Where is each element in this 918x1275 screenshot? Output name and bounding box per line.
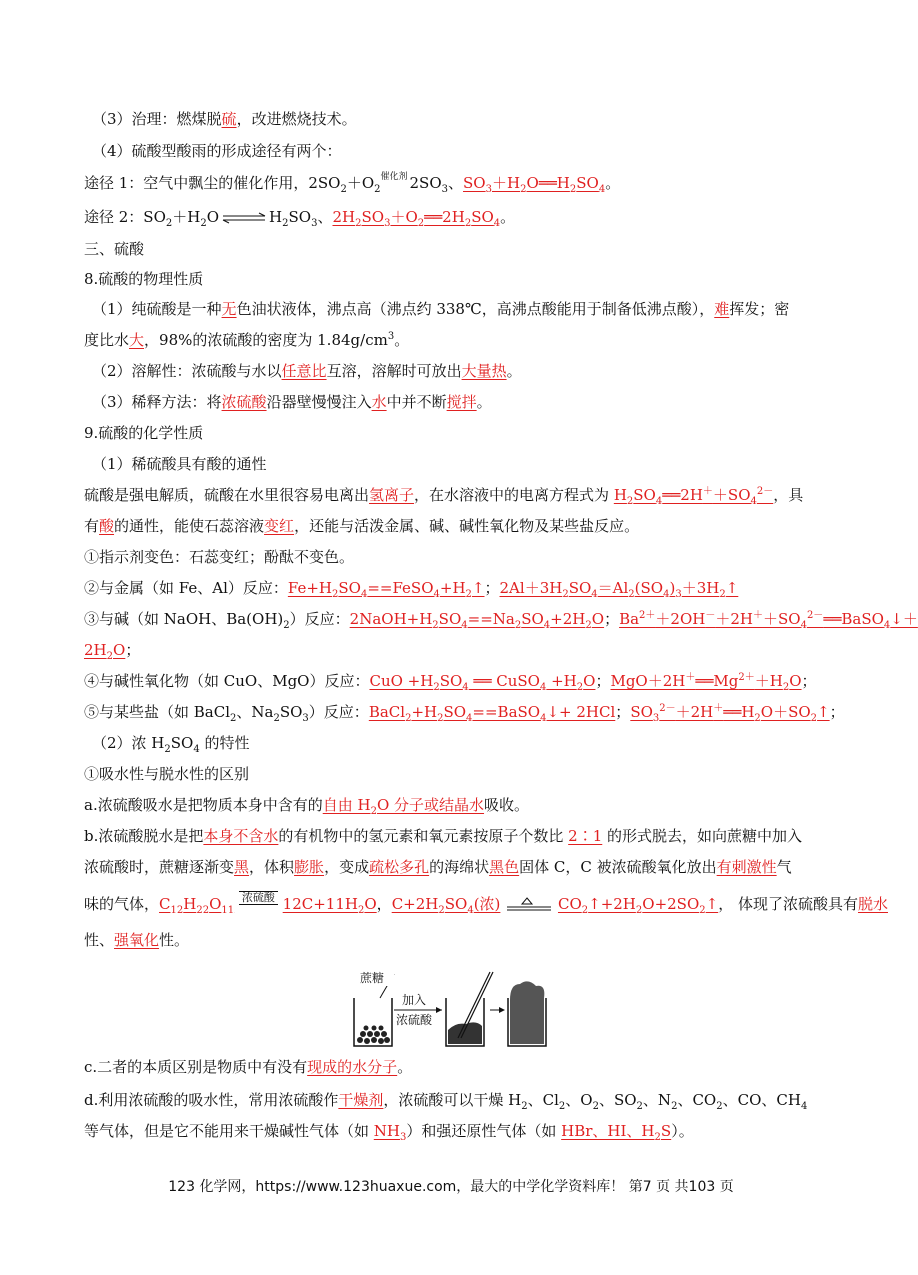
answer: 任意比	[281, 362, 327, 380]
answer: 水	[371, 393, 387, 411]
answer: 强氧化	[114, 931, 160, 949]
answer: $2Al+3H_2SO_4=Al_2(SO_4)_3+3H_2↑$	[499, 579, 739, 600]
answer: 现成的水分子	[307, 1058, 398, 1076]
answer: $2NaOH+H_2SO_4==Na_2SO_4+2H_2O$	[349, 610, 605, 631]
answer: $C+2H_2SO_4$(浓)	[391, 895, 501, 916]
answer: $MgO+2H^+══Mg^{2+}+H_2O$	[610, 672, 802, 693]
text-line: d.利用浓硫酸的吸水性，常用浓硫酸作干燥剂，浓硫酸可以干燥 $H_2$、$Cl_2$、$O_2$、$SO_2$、$N_2$、$CO_2$、CO、$CH_4$	[84, 1091, 808, 1112]
text: ，改进燃烧技术。	[236, 110, 357, 128]
answer: HBr、HI、$H_2S$	[561, 1122, 672, 1143]
text-line: $2H_2O$；	[84, 641, 141, 662]
answer: $SO_3+H_2O══H_2SO_4$	[463, 174, 606, 195]
text-line: 浓硫酸时，蔗糖逐渐变黑，体积膨胀，变成疏松多孔的海绵状黑色固体 C，C 被浓硫酸氧化放出有刺激性气	[84, 858, 792, 876]
text-line: （2）浓 $H_2SO_4$ 的特性	[92, 734, 250, 755]
text-line: a.浓硫酸吸水是把物质本身中含有的自由 $H_2O$ 分子或结晶水吸收。	[84, 796, 530, 817]
reversible-arrow-icon	[221, 213, 267, 223]
text-line: 度比水大，98%的浓硫酸的密度为 $1.84g/cm^3$。	[84, 331, 410, 349]
answer: 黑色	[489, 858, 520, 876]
page-footer: 123 化学网，https://www.123huaxue.com，最大的中学化学资料库！ 第7 页 共103 页	[168, 1179, 734, 1195]
answer: $2H_2SO_3+O_2══2H_2SO_4$	[332, 208, 501, 229]
answer: 膨胀	[294, 858, 325, 876]
reagent-label: 浓硫酸	[239, 891, 278, 905]
text-line: （1）稀硫酸具有酸的通性	[92, 455, 267, 473]
answer: 硫	[221, 110, 237, 128]
heating-arrow-icon	[505, 896, 553, 914]
answer: 无	[221, 300, 237, 318]
answer: 干燥剂	[338, 1091, 384, 1109]
text-line: c.二者的本质区别是物质中有没有现成的水分子。	[84, 1058, 413, 1076]
answer: 2∶1	[568, 827, 603, 845]
answer: 浓硫酸	[221, 393, 267, 411]
text-line: 性、强氧化性。	[84, 931, 190, 949]
answer: 变红	[264, 517, 295, 535]
label-conc-acid: 浓硫酸	[396, 1013, 433, 1027]
text-line: （1）纯硫酸是一种无色油状液体，沸点高（沸点约 338℃，高沸点酸能用于制备低沸点酸），难挥发；密	[92, 300, 790, 318]
text: 途径 2：SO	[84, 208, 166, 226]
text-line: 有酸的通性，能使石蕊溶液变红，还能与活泼金属、碱、碱性氧化物及某些盐反应。	[84, 517, 640, 535]
answer: $CO_2↑+2H_2O+2SO_2↑$	[557, 895, 719, 916]
answer: $2H_2O$	[84, 641, 126, 662]
text-line: ②与金属（如 Fe、Al）反应：$Fe+H_2SO_4==FeSO_4+H_2↑$；$2Al+3H_2SO_4=Al_2(SO_4)_3+3H_2↑$	[84, 579, 739, 600]
answer: 本身不含水	[203, 827, 279, 845]
text: （3）治理：燃煤脱	[92, 110, 222, 128]
answer: $BaCl_2+H_2SO_4==BaSO_4↓+ 2HCl$	[368, 703, 616, 724]
section-heading: 三、硫酸	[84, 240, 145, 258]
answer: 有刺激性	[716, 858, 777, 876]
label-sucrose: 蔗糖	[360, 971, 385, 985]
text-line: ①指示剂变色：石蕊变红；酚酞不变色。	[84, 548, 355, 566]
answer: 脱水	[857, 895, 888, 913]
answer: $H_2SO_4══2H^++SO_4^{2-}$	[613, 486, 774, 507]
text-line: 途径 1：空气中飘尘的催化作用，$2SO_2+O_2^{催化剂}$ $2SO_3$、$SO_3+H_2O══H_2SO_4$。	[84, 172, 621, 195]
label-add: 加入	[402, 993, 427, 1007]
answer: CuO $+H_2SO_4$ ══ CuSO$_4$ $+H_2O$	[369, 672, 596, 693]
text-line: ④与碱性氧化物（如 CuO、MgO）反应：CuO $+H_2SO_4$ ══ CuSO$_4$ $+H_2O$；$MgO+2H^+══Mg^{2+}+H_2O$；	[84, 672, 817, 693]
answer: 氢离子	[369, 486, 415, 504]
subsection-heading: 9.硫酸的化学性质	[84, 424, 204, 442]
text-line: （3）稀释方法：将浓硫酸沿器壁慢慢注入水中并不断搅拌。	[92, 393, 492, 411]
text-line: 硫酸是强电解质，硫酸在水里很容易电离出氢离子，在水溶液中的电离方程式为 $H_2SO_4══2H^++SO_4^{2-}$，具	[84, 486, 804, 507]
text: 2SO	[409, 174, 442, 192]
answer: 大量热	[461, 362, 507, 380]
text-line: 等气体，但是它不能用来干燥碱性气体（如 $NH_3$）和强还原性气体（如 HBr、HI、$H_2S$）。	[84, 1122, 694, 1143]
text-line: b.浓硫酸脱水是把本身不含水的有机物中的氢元素和氧元素按原子个数比 2∶1 的形式脱去，如向蔗糖中加入	[84, 827, 803, 845]
answer: 大	[129, 331, 145, 349]
experiment-diagram	[350, 968, 560, 1050]
answer: $12C+11H_2O$	[282, 895, 377, 916]
answer: $Ba^{2+}+2OH^-+2H^++SO_4^{2-}══BaSO_4↓+$	[619, 610, 918, 631]
answer: 搅拌	[446, 393, 477, 411]
answer: 酸	[99, 517, 115, 535]
sugar-dehydration-figure	[350, 968, 560, 1050]
answer: $SO_3^{2-}+2H^+══H_2O+SO_2↑$	[630, 703, 830, 724]
answer: 自由 $H_2O$ 分子或结晶水	[322, 796, 485, 817]
answer: $Fe+H_2SO_4==FeSO_4+H_2↑$	[287, 579, 485, 600]
text-line: ③与碱（如 NaOH、$Ba(OH)_2$）反应：$2NaOH+H_2SO_4==Na_2SO_4+2H_2O$；$Ba^{2+}+2OH^-+2H^++SO_4^{2-}══BaSO_4↓+$	[84, 610, 918, 631]
answer: $C_{12}H_{22}O_{11}$	[159, 895, 235, 916]
text-line: 味的气体，$C_{12}H_{22}O_{11}$ 浓硫酸 $12C+11H_2O$，$C+2H_2SO_4$(浓) $CO_2↑+2H_2O+2SO_2↑$， 体现了浓硫酸具有脱水	[84, 891, 888, 916]
text-line	[92, 140, 342, 162]
text-line: ①吸水性与脱水性的区别	[84, 765, 250, 783]
answer: 疏松多孔	[369, 858, 430, 876]
answer: 黑	[234, 858, 250, 876]
answer: 难	[714, 300, 730, 318]
text-line: ⑤与某些盐（如 BaCl$_2$、$Na_2SO_3$）反应：$BaCl_2+H_2SO_4==BaSO_4↓+ 2HCl$；$SO_3^{2-}+2H^+══H_2O+SO_2↑$；	[84, 703, 845, 724]
text-line: 途径 2：$SO_2+H_2O$ $H_2SO_3$、$2H_2SO_3+O_2══2H_2SO_4$。	[84, 208, 516, 229]
answer: $NH_3$	[373, 1122, 407, 1143]
subsection-heading: 8.硫酸的物理性质	[84, 270, 204, 288]
catalyst-label: 催化剂	[380, 172, 408, 182]
text: 途径 1：空气中飘尘的催化作用，2SO	[84, 174, 341, 192]
text-line: （2）溶解性：浓硫酸与水以任意比互溶，溶解时可放出大量热。	[92, 362, 522, 380]
text: （4）硫酸型酸雨的形成途径有两个：	[92, 142, 342, 160]
text-line	[92, 108, 357, 130]
sugar-granules	[357, 1026, 390, 1045]
text: 。	[605, 174, 621, 192]
text: 、	[448, 174, 464, 192]
